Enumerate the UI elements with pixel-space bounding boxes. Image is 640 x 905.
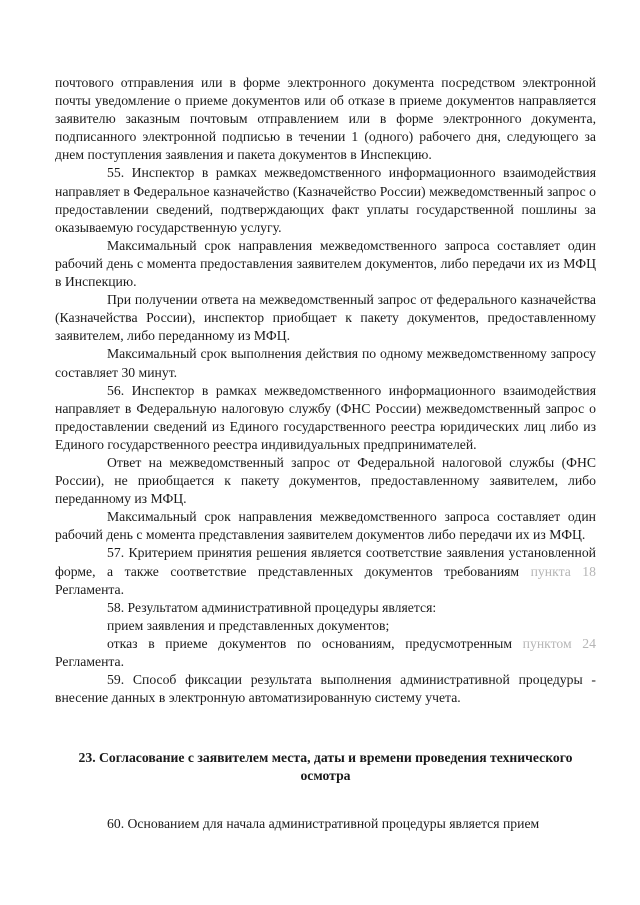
paragraph-55-deadline: Максимальный срок направления межведомственного запроса составляет один рабочий день с момента предоставления заявителем документов, либо передачи их из МФЦ в Инспекцию. (55, 237, 596, 290)
paragraph-58-faded-reference: пунктом 24 (522, 635, 596, 651)
paragraph-55-response: При получении ответа на межведомственный запрос от федерального казначейства (Казначейства России), инспектор приобщает к пакету документов, предоставленному заявителем, либо переданному из МФЦ. (55, 292, 596, 344)
paragraph-55: 55. Инспектор в рамках межведомственного информационного взаимодействия направляет в Федеральное казначейство (Казначейство России) межведомственный запрос о предоставлении сведений, подтверждающих факт уплаты государственной пошлины за оказываемую государственную услугу. (55, 165, 596, 235)
paragraph-58-item-refuse (55, 635, 596, 671)
paragraph-57-tail: Регламента. (55, 581, 125, 597)
paragraph-60: 60. Основанием для начала административной процедуры является прием (107, 816, 540, 831)
document-body (55, 74, 596, 707)
paragraph-58-refuse-text: отказ в приеме документов по основаниям, предусмотренным (107, 635, 523, 651)
paragraph-58-refuse-tail: Регламента. (55, 654, 125, 669)
paragraph-56-response: Ответ на межведомственный запрос от Федеральной налоговой службы (ФНС России), не приобщается к пакету документов, предоставленному заявителем, либо переданному из МФЦ. (55, 454, 596, 507)
paragraph-56-deadline: Максимальный срок направления межведомственного запроса составляет один рабочий день с момента представления заявителем документов либо передачи их из МФЦ. (55, 509, 596, 543)
section-heading: 23. Согласование с заявителем места, даты и времени проведения технического осмотра (78, 750, 573, 784)
paragraph-56: 56. Инспектор в рамках межведомственного информационного взаимодействия направляет в Федеральную налоговую службу (ФНС России) межведомственный запрос о предоставлении сведений из Единого государственного реестра юридических лиц либо из Единого государственного реестра индивидуальных предпринимателей. (55, 382, 596, 452)
paragraph-58-item-accept: прием заявления и представленных документов; (107, 617, 390, 633)
paragraph-59: 59. Способ фиксации результата выполнения административной процедуры - внесение данных в электронную автоматизированную систему учета. (55, 672, 596, 706)
paragraph-58: 58. Результатом административной процедуры является: (107, 599, 437, 615)
paragraph-57-faded-reference: пункта 18 (530, 563, 596, 579)
paragraph-57 (55, 544, 596, 598)
paragraph-continuation: почтового отправления или в форме электронного документа посредством электронной почты уведомление о приеме документов или об отказе в приеме документов направляется заявителю заказным почтовым отправлением или в форме электронного документа, подписанного электронной подписью в течении 1 (одного) рабочего дня, следующего за днем поступления заявления и пакета документов в Инспекцию. (55, 75, 596, 163)
paragraph-57-text: 57. Критерием принятия решения является соответствие заявления установленной форме, а также соответствие представленных документов требованиям (55, 545, 596, 579)
paragraph-55-duration: Максимальный срок выполнения действия по одному межведомственному запросу составляет 30 минут. (55, 346, 596, 380)
